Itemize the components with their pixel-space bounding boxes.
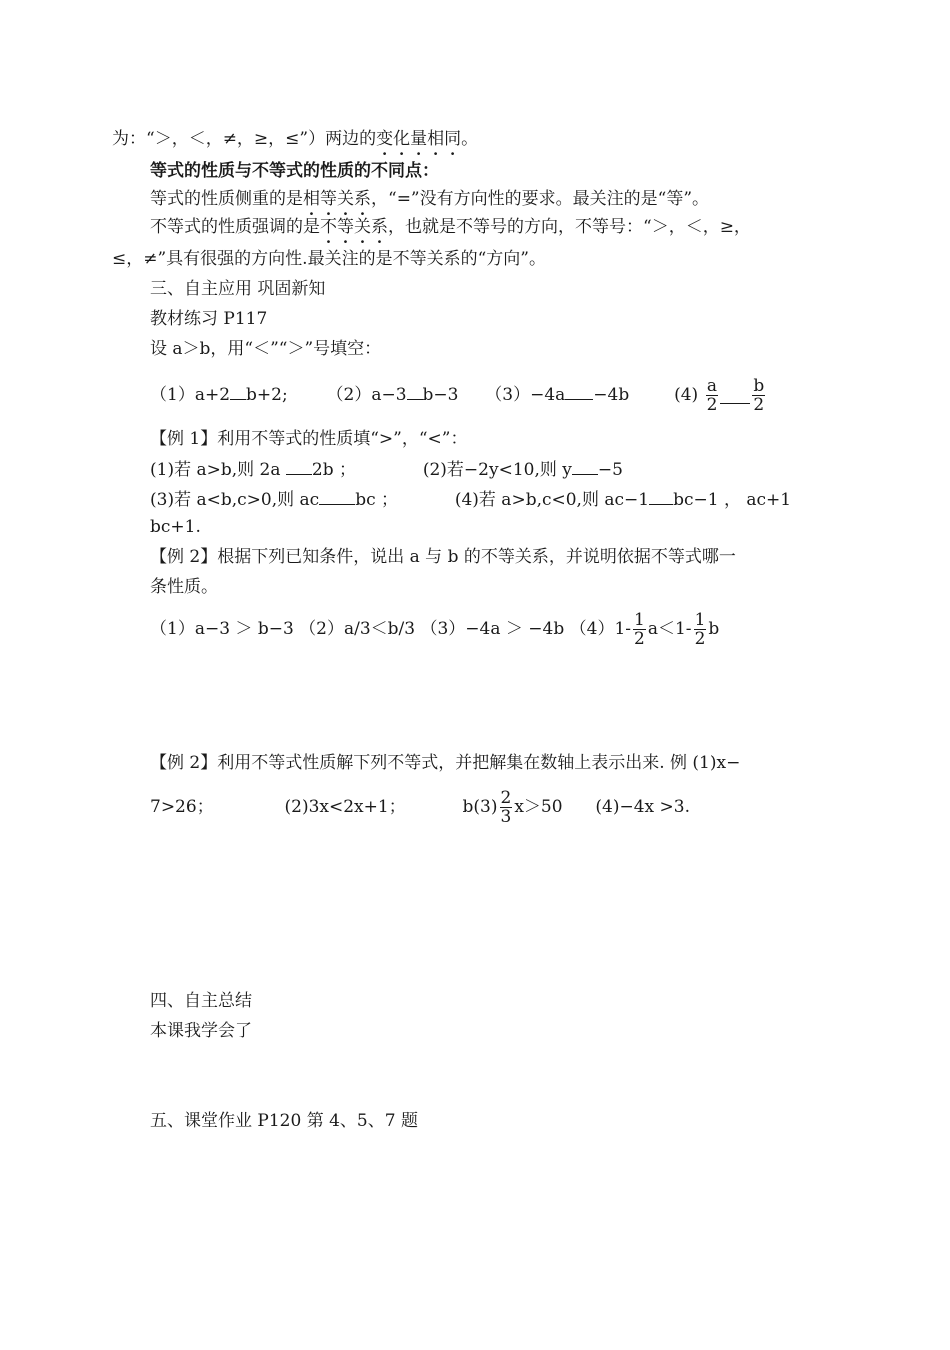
- q1-end: 2b ；: [311, 460, 357, 480]
- example-2-title-cont: 条性质。: [150, 577, 218, 597]
- q3-text: (3)若 a<b,c>0,则 ac: [150, 490, 320, 510]
- emphasized-char: 同: [444, 129, 462, 149]
- emphasized-char: 等: [337, 217, 354, 237]
- equation-text-end: ，“=”没有方向性的要求。最关注的是“等”。: [371, 189, 710, 209]
- section-3-title: 三、自主应用 巩固新知: [150, 279, 326, 299]
- numerator: 1: [634, 610, 645, 630]
- dotted-emphasis: [376, 129, 461, 149]
- exercise-1-rhs: b+2;: [246, 385, 288, 405]
- inequality-property-line: [150, 216, 751, 238]
- emphasized-char: 不: [320, 217, 337, 237]
- fill-instruction: 设 a＞b，用“＜”“＞”号填空：: [150, 339, 382, 359]
- exercise-1: （1）a+2: [150, 385, 231, 405]
- emphasized-char: 关: [337, 189, 354, 209]
- section-5-title: 五、课堂作业 P120 第 4、5、7 题: [150, 1111, 418, 1131]
- denominator: 2: [753, 395, 765, 415]
- q4-text: (4)若 a>b,c<0,则 ac−1: [454, 490, 650, 510]
- example-2-items-text: （1）a−3 ＞ b−3 （2）a/3＜b/3 （3）−4a ＞ −4b （4）1-: [150, 619, 632, 639]
- example-2-items-mid: a＜1-: [647, 619, 692, 639]
- inequality-text-end: ，也就是不等号的方向，不等号：“＞，＜，≥，: [388, 217, 751, 237]
- equation-property-line: [150, 188, 709, 210]
- exercise-4: (4): [674, 385, 699, 405]
- q3-end: bc ；: [355, 490, 399, 510]
- denominator: 2: [694, 629, 706, 649]
- exercise-3: （3）−4a: [485, 385, 566, 405]
- blank-q3[interactable]: [319, 488, 355, 505]
- blank-q2[interactable]: [572, 458, 598, 475]
- denominator: 2: [634, 629, 645, 649]
- numerator: 1: [694, 610, 706, 630]
- emphasized-char: 变: [376, 129, 394, 149]
- example-2-items-end: b: [708, 619, 720, 639]
- example-1-q4-cont: bc+1.: [150, 517, 201, 537]
- emphasized-char: 相: [303, 189, 320, 209]
- example-3-items: [150, 784, 690, 830]
- emphasized-char: 化: [393, 129, 411, 149]
- emphasized-char: 等: [320, 189, 337, 209]
- property-note-line: [112, 128, 478, 150]
- section-4-title: 四、自主总结: [150, 991, 252, 1011]
- dotted-emphasis: [303, 189, 371, 209]
- denominator: 3: [500, 807, 512, 827]
- blank-q4[interactable]: [649, 488, 673, 505]
- numerator: b: [753, 376, 765, 396]
- example-2-title: 【例 2】根据下列已知条件，说出 a 与 b 的不等关系，并说明依据不等式哪一: [150, 547, 736, 567]
- example-2-items: [150, 606, 719, 652]
- item-3-expr: x＞50: [514, 797, 563, 817]
- q1-text: (1)若 a>b,则 2a: [150, 460, 281, 480]
- textbook-exercise: 教材练习 P117: [150, 309, 268, 329]
- blank-3[interactable]: [565, 383, 593, 400]
- blank-1[interactable]: [230, 383, 246, 400]
- inequality-property-line-2: ≤，≠”具有很强的方向性.最关注的是不等关系的“方向”。: [112, 249, 546, 269]
- exercise-fill-line: [150, 372, 767, 418]
- emphasized-char: 系: [354, 189, 371, 209]
- exercise-2-rhs: b−3: [422, 385, 459, 405]
- fraction-b-over-2: [752, 377, 765, 414]
- inequality-text: 不等式的性质强调的是: [150, 217, 320, 237]
- difference-heading: 等式的性质与不等式的性质的不同点：: [150, 161, 439, 181]
- dotted-emphasis: [320, 217, 388, 237]
- exercise-3-rhs: −4b: [593, 385, 630, 405]
- fraction-one-half: [633, 611, 646, 648]
- item-3-label: b(3): [462, 797, 498, 817]
- q4-end: bc−1 ， ac+1: [673, 490, 792, 510]
- emphasized-char: 系: [371, 217, 388, 237]
- fraction-one-half-2: [694, 611, 707, 648]
- emphasized-char: 相: [427, 129, 445, 149]
- blank-q1[interactable]: [286, 458, 312, 475]
- property-note-text: 为：“＞，＜，≠，≥，≤”）两边的: [112, 129, 377, 149]
- q2-end: −5: [597, 460, 623, 480]
- emphasized-char: 关: [354, 217, 371, 237]
- blank-2[interactable]: [407, 383, 423, 400]
- numerator: 2: [500, 788, 512, 808]
- numerator: a: [706, 376, 718, 396]
- emphasized-char: 量: [410, 129, 428, 149]
- item-4: (4)−4x >3.: [595, 797, 690, 817]
- learned-prompt: 本课我学会了: [150, 1021, 252, 1041]
- item-2: (2)3x<2x+1；: [284, 797, 406, 817]
- blank-4[interactable]: [720, 387, 750, 404]
- example-3-title: 【例 2】利用不等式性质解下列不等式，并把解集在数轴上表示出来. 例 (1)x−: [150, 753, 741, 773]
- denominator: 2: [706, 395, 718, 415]
- fraction-a-over-2: [706, 377, 719, 414]
- q2-text: (2)若−2y<10,则 y: [422, 460, 572, 480]
- fraction-two-thirds: [500, 789, 513, 826]
- example-1-title: 【例 1】利用不等式的性质填“>”，“<”：: [150, 429, 468, 449]
- equation-text: 等式的性质侧重的是: [150, 189, 303, 209]
- example-1-q1q2: [150, 458, 623, 481]
- exercise-2: （2）a−3: [326, 385, 407, 405]
- item-1-cont: 7>26；: [150, 797, 214, 817]
- example-1-q3q4: [150, 488, 791, 511]
- property-note-end: 。: [461, 129, 479, 149]
